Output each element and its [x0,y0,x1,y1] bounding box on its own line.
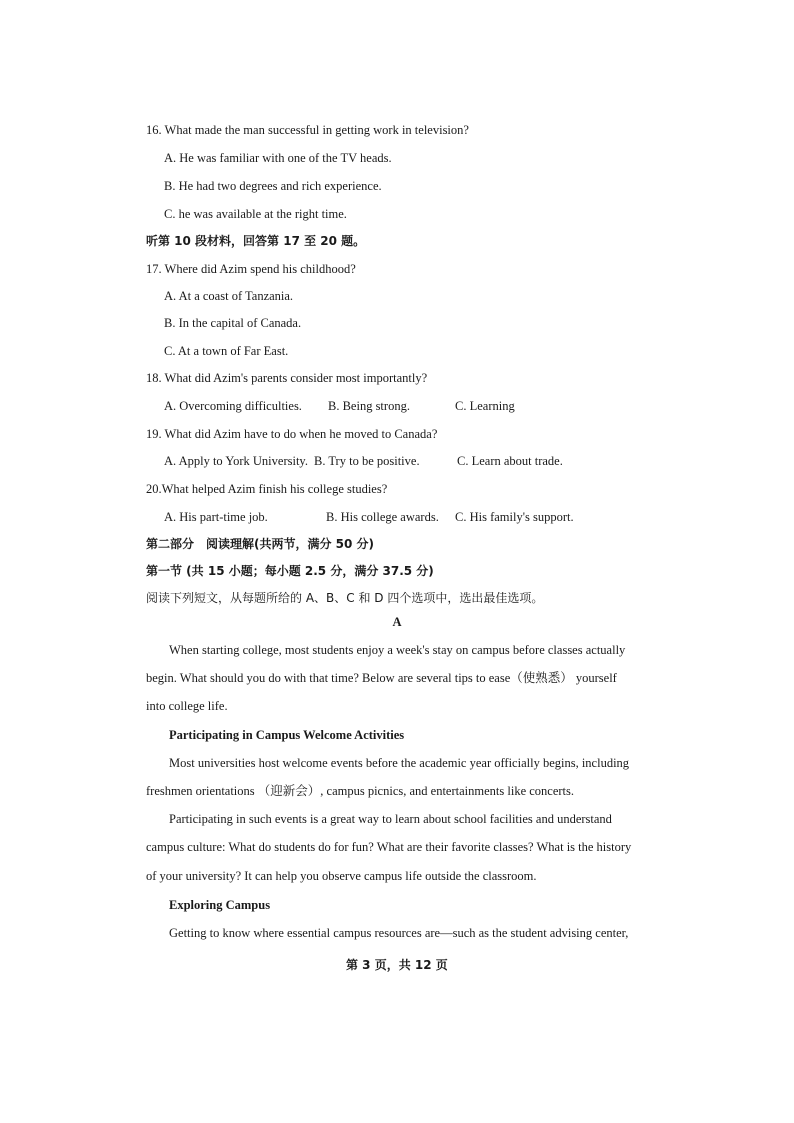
question-16-option-b: B. He had two degrees and rich experience. [164,179,382,193]
question-19-option-a: A. Apply to York University. [164,454,308,468]
passage-paragraph-1-line-2: begin. What should you do with that time? Below are several tips to ease（使熟悉） yourself [146,671,617,685]
question-19-option-b: B. Try to be positive. [314,454,420,468]
subheading-welcome-activities: Participating in Campus Welcome Activities [169,728,405,742]
section-1-heading: 第一节 (共 15 小题；每小题 2.5 分，满分 37.5 分) [146,564,434,578]
question-17-option-c: C. At a town of Far East. [164,344,289,358]
question-20-option-b: B. His college awards. [326,510,439,524]
question-18-option-b: B. Being strong. [328,399,410,413]
question-18-stem: 18. What did Azim's parents consider most importantly? [146,371,428,385]
question-20-stem: 20.What helped Azim finish his college studies? [146,482,388,496]
question-19-option-c: C. Learn about trade. [457,454,563,468]
question-17-option-b: B. In the capital of Canada. [164,316,302,330]
listening-direction-10: 听第 10 段材料，回答第 17 至 20 题。 [146,234,366,248]
passage-paragraph-1-line-1: When starting college, most students enjoy a week's stay on campus before classes actually [169,643,626,657]
question-20-option-a: A. His part-time job. [164,510,268,524]
part-2-heading: 第二部分 阅读理解(共两节，满分 50 分) [146,537,375,551]
reading-instructions: 阅读下列短文，从每题所给的 A、B、C 和 D 四个选项中，选出最佳选项。 [146,591,544,605]
passage-paragraph-3-line-3: of your university? It can help you observe campus life outside the classroom. [146,869,537,883]
passage-paragraph-2-line-2: freshmen orientations （迎新会）, campus picnics, and entertainments like concerts. [146,784,575,798]
passage-paragraph-3-line-2: campus culture: What do students do for fun? What are their favorite classes? What is the history [146,840,632,854]
passage-paragraph-3-line-1: Participating in such events is a great way to learn about school facilities and understand [169,812,612,826]
passage-title: A [392,615,402,629]
question-17-option-a: A. At a coast of Tanzania. [164,289,294,303]
question-20-option-c: C. His family's support. [455,510,574,524]
question-18-option-c: C. Learning [455,399,515,413]
page-footer: 第 3 页，共 12 页 [346,958,448,972]
question-18-option-a: A. Overcoming difficulties. [164,399,302,413]
question-16-option-a: A. He was familiar with one of the TV heads. [164,151,392,165]
question-19-stem: 19. What did Azim have to do when he moved to Canada? [146,427,438,441]
passage-paragraph-1-line-3: into college life. [146,699,228,713]
passage-paragraph-2-line-1: Most universities host welcome events before the academic year officially begins, including [169,756,630,770]
subheading-exploring-campus: Exploring Campus [169,898,271,912]
question-16-option-c: C. he was available at the right time. [164,207,347,221]
question-17-stem: 17. Where did Azim spend his childhood? [146,262,356,276]
passage-paragraph-4-line-1: Getting to know where essential campus resources are—such as the student advising center, [169,926,629,940]
question-16-stem: 16. What made the man successful in getting work in television? [146,123,469,137]
